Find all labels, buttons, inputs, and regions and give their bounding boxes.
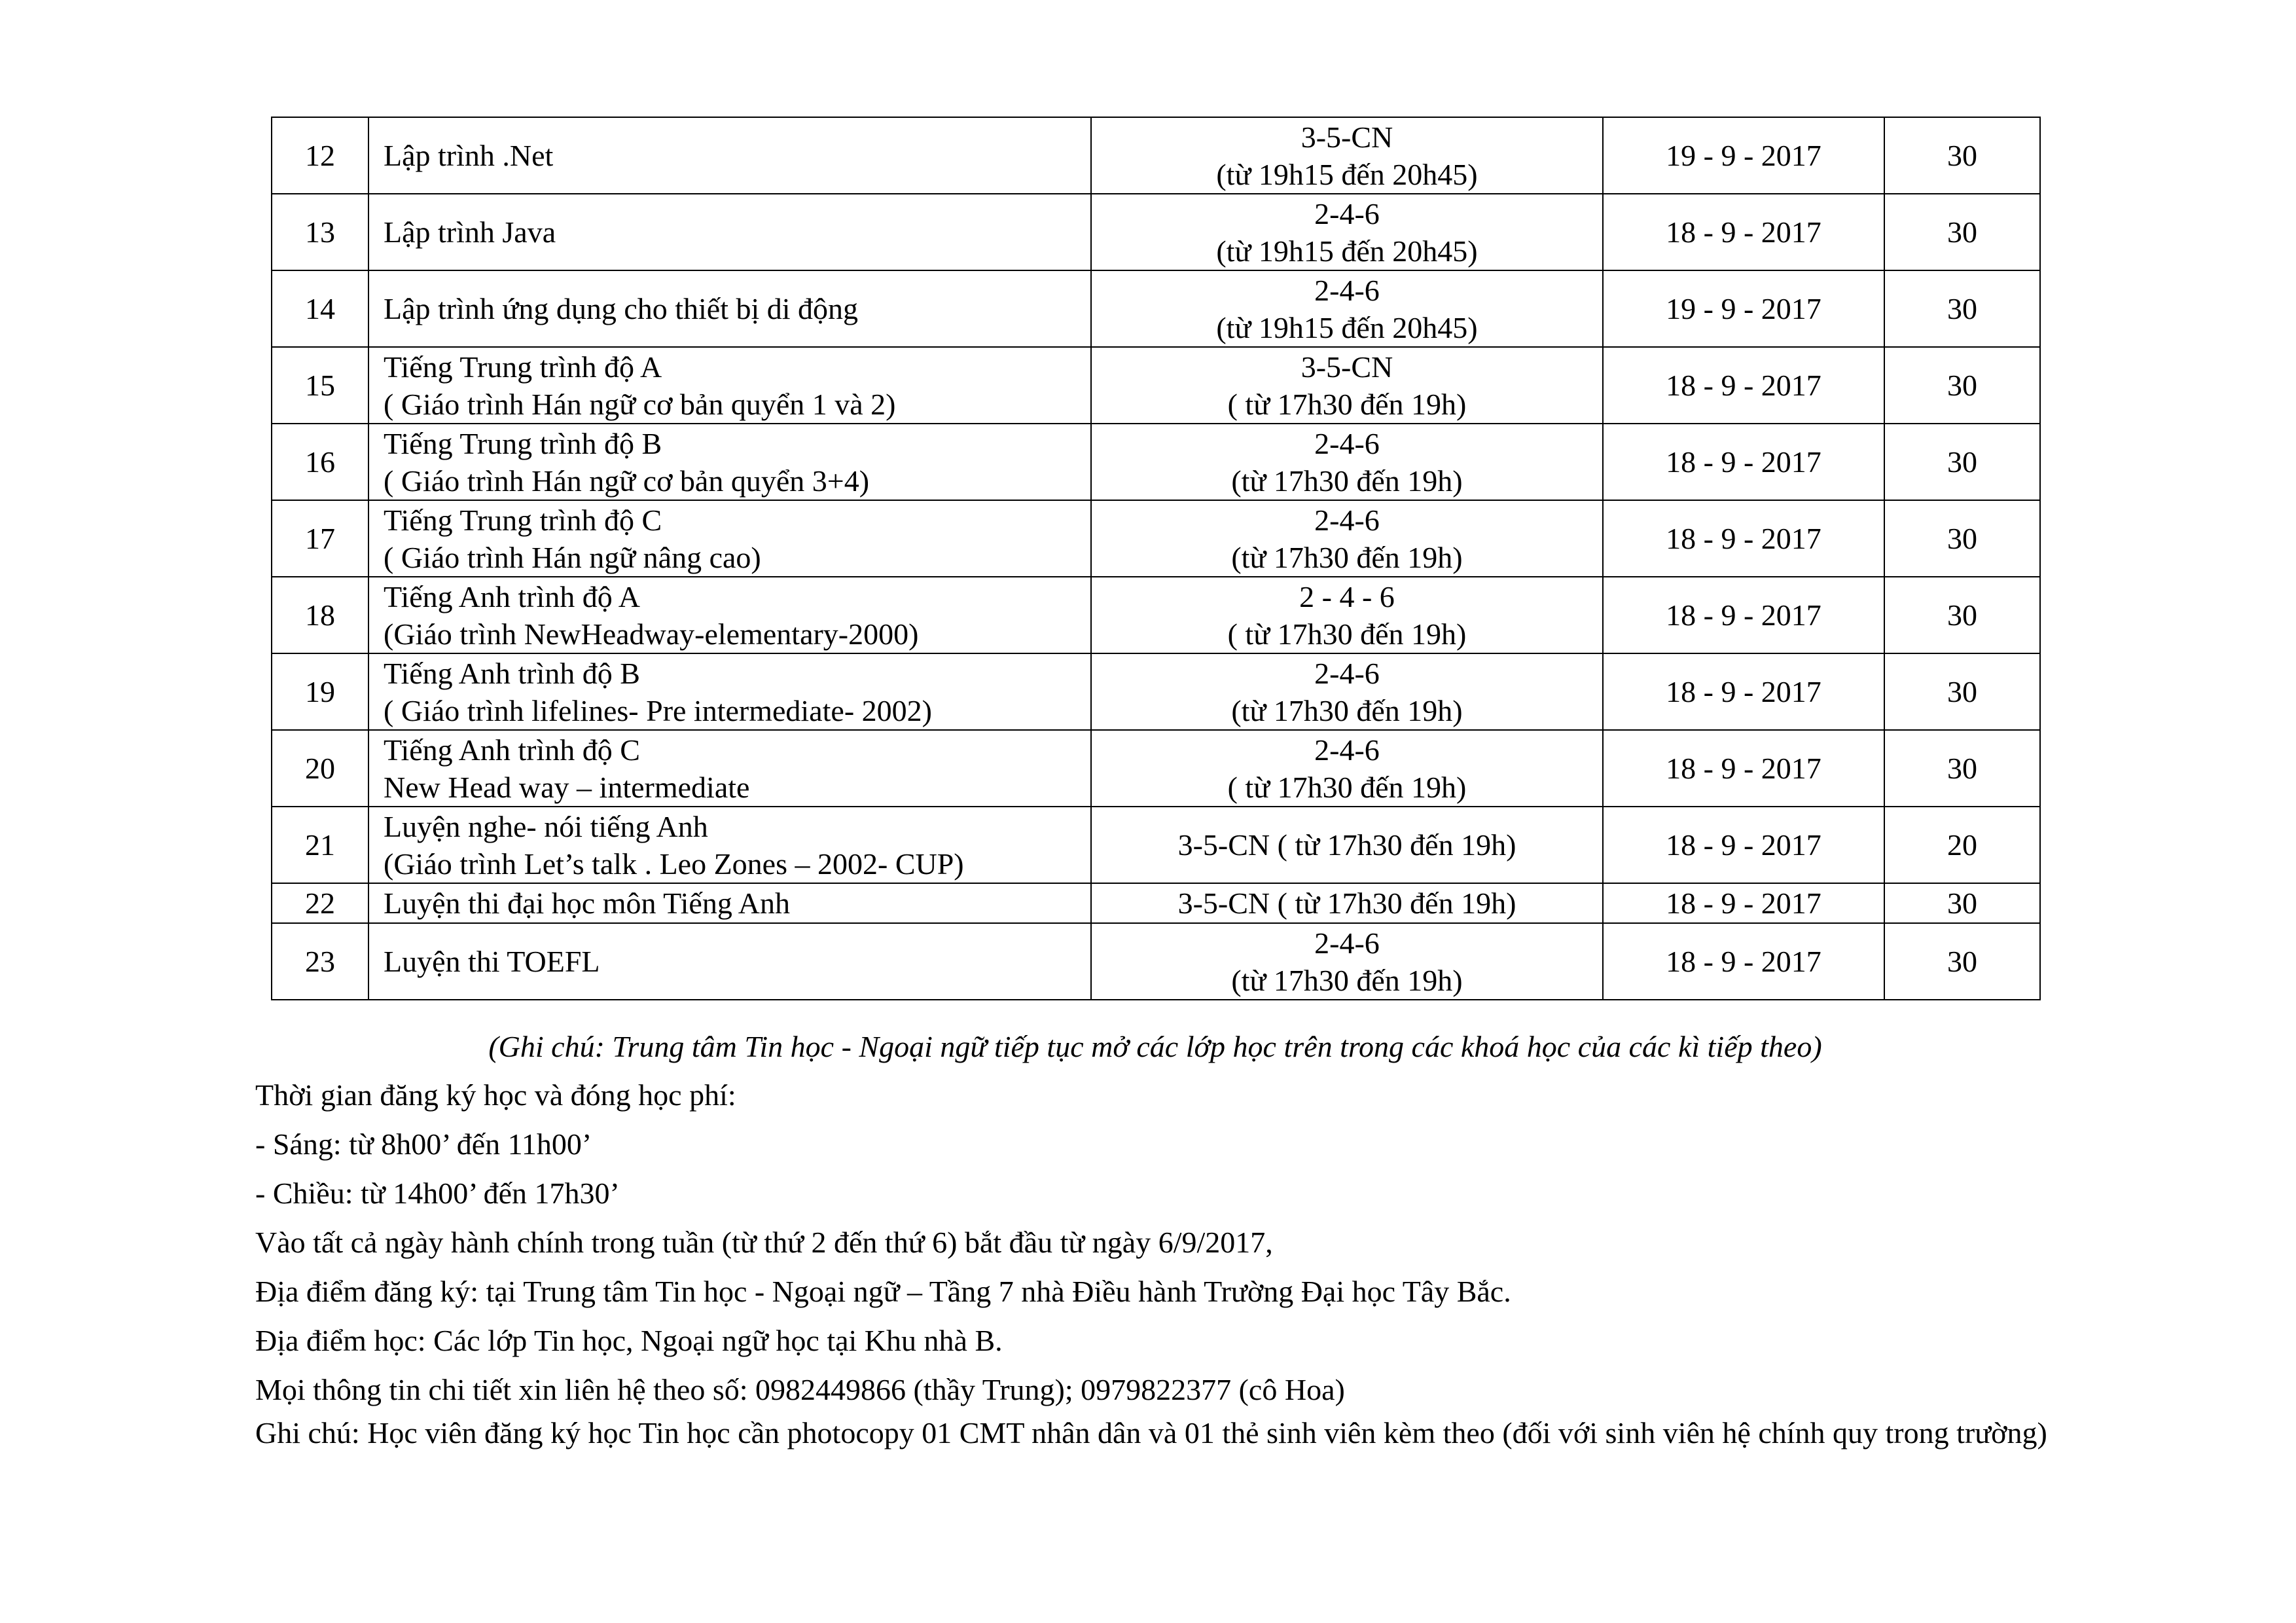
class-size: 30 — [1884, 270, 2040, 347]
class-size: 30 — [1884, 653, 2040, 730]
class-size: 30 — [1884, 347, 2040, 424]
course-name — [368, 500, 1091, 577]
schedule-line: (từ 17h30 đến 19h) — [1231, 693, 1463, 727]
row-number: 15 — [272, 347, 368, 424]
class-size: 30 — [1884, 923, 2040, 1000]
table-row — [272, 270, 2040, 347]
course-name — [368, 270, 1091, 347]
schedule-line: (từ 19h15 đến 20h45) — [1216, 234, 1478, 268]
row-number: 12 — [272, 117, 368, 194]
table-row — [272, 194, 2040, 270]
course-name — [368, 923, 1091, 1000]
course-schedule — [1091, 500, 1603, 577]
row-number: 14 — [272, 270, 368, 347]
afternoon-hours: - Chiều: từ 14h00’ đến 17h30’ — [255, 1176, 620, 1210]
schedule-line: 3-5-CN — [1300, 350, 1393, 384]
class-size: 30 — [1884, 730, 2040, 807]
schedule-line: 2-4-6 — [1314, 503, 1380, 537]
start-date: 18 - 9 - 2017 — [1603, 653, 1884, 730]
schedule-line: 3-5-CN ( từ 17h30 đến 19h) — [1177, 886, 1516, 920]
row-number: 19 — [272, 653, 368, 730]
course-schedule — [1091, 730, 1603, 807]
course-schedule — [1091, 117, 1603, 194]
row-number: 22 — [272, 883, 368, 923]
morning-hours: - Sáng: từ 8h00’ đến 11h00’ — [255, 1127, 592, 1161]
course-name-line: Lập trình ứng dụng cho thiết bị di động — [384, 292, 859, 325]
course-name-line: Tiếng Trung trình độ A — [384, 350, 662, 384]
row-number: 20 — [272, 730, 368, 807]
course-name-line: (Giáo trình NewHeadway-elementary-2000) — [384, 617, 919, 651]
class-size: 30 — [1884, 500, 2040, 577]
class-size: 30 — [1884, 424, 2040, 500]
start-date: 19 - 9 - 2017 — [1603, 117, 1884, 194]
course-name-line: Tiếng Anh trình độ C — [384, 733, 640, 767]
course-name — [368, 653, 1091, 730]
final-note: Ghi chú: Học viên đăng ký học Tin học cần photocopy 01 CMT nhân dân và 01 thẻ sinh viên kèm theo (đối với sinh viên hệ chính quy trong trường) — [255, 1416, 2047, 1450]
schedule-line: 2-4-6 — [1314, 926, 1380, 960]
table-row — [272, 653, 2040, 730]
course-name — [368, 194, 1091, 270]
course-name — [368, 807, 1091, 883]
schedule-line: (từ 19h15 đến 20h45) — [1216, 157, 1478, 191]
registration-time-heading: Thời gian đăng ký học và đóng học phí: — [255, 1078, 736, 1112]
course-schedule — [1091, 270, 1603, 347]
course-name-line: New Head way – intermediate — [384, 770, 750, 804]
start-date: 18 - 9 - 2017 — [1603, 730, 1884, 807]
course-name-line: Tiếng Trung trình độ C — [384, 503, 662, 537]
course-name-line: Tiếng Anh trình độ B — [384, 656, 640, 690]
course-name-line: ( Giáo trình Hán ngữ cơ bản quyển 1 và 2) — [384, 387, 896, 421]
schedule-line: 2-4-6 — [1314, 196, 1380, 230]
table-row — [272, 807, 2040, 883]
course-name-line: Lập trình Java — [384, 215, 556, 249]
table-row — [272, 117, 2040, 194]
course-table-body — [272, 117, 2040, 1000]
table-note: (Ghi chú: Trung tâm Tin học - Ngoại ngữ tiếp tục mở các lớp học trên trong các khoá học của các kì tiếp theo) — [488, 1030, 1822, 1063]
course-schedule — [1091, 923, 1603, 1000]
course-table — [271, 117, 2041, 1000]
table-row — [272, 923, 2040, 1000]
schedule-line: ( từ 17h30 đến 19h) — [1227, 770, 1467, 804]
schedule-line: (từ 19h15 đến 20h45) — [1216, 310, 1478, 344]
start-date: 18 - 9 - 2017 — [1603, 424, 1884, 500]
course-name-line: Luyện thi đại học môn Tiếng Anh — [384, 886, 790, 920]
schedule-line: ( từ 17h30 đến 19h) — [1227, 387, 1467, 421]
course-schedule — [1091, 194, 1603, 270]
course-name — [368, 424, 1091, 500]
course-schedule — [1091, 807, 1603, 883]
course-name — [368, 730, 1091, 807]
course-name-line: ( Giáo trình Hán ngữ nâng cao) — [384, 540, 761, 574]
schedule-line: 2-4-6 — [1314, 426, 1380, 460]
table-row — [272, 883, 2040, 923]
row-number: 13 — [272, 194, 368, 270]
start-date: 18 - 9 - 2017 — [1603, 807, 1884, 883]
row-number: 17 — [272, 500, 368, 577]
start-date: 18 - 9 - 2017 — [1603, 883, 1884, 923]
course-name-line: ( Giáo trình lifelines- Pre intermediate- 2002) — [384, 693, 932, 727]
schedule-line: 2-4-6 — [1314, 656, 1380, 690]
class-size: 30 — [1884, 117, 2040, 194]
table-row — [272, 500, 2040, 577]
row-number: 16 — [272, 424, 368, 500]
table-row — [272, 730, 2040, 807]
table-row — [272, 347, 2040, 424]
class-size: 30 — [1884, 883, 2040, 923]
course-schedule — [1091, 577, 1603, 653]
schedule-line: (từ 17h30 đến 19h) — [1231, 464, 1463, 498]
class-size: 30 — [1884, 194, 2040, 270]
schedule-line: 3-5-CN ( từ 17h30 đến 19h) — [1177, 828, 1516, 862]
course-name — [368, 117, 1091, 194]
course-name-line: Tiếng Trung trình độ B — [384, 426, 662, 460]
start-date: 19 - 9 - 2017 — [1603, 270, 1884, 347]
course-name — [368, 347, 1091, 424]
schedule-line: ( từ 17h30 đến 19h) — [1227, 617, 1467, 651]
row-number: 21 — [272, 807, 368, 883]
study-location: Địa điểm học: Các lớp Tin học, Ngoại ngữ học tại Khu nhà B. — [255, 1324, 1003, 1357]
schedule-line: 2-4-6 — [1314, 273, 1380, 307]
schedule-line: 3-5-CN — [1300, 120, 1393, 154]
registration-days: Vào tất cả ngày hành chính trong tuần (từ thứ 2 đến thứ 6) bắt đầu từ ngày 6/9/2017, — [255, 1226, 1273, 1259]
course-name-line: (Giáo trình Let’s talk . Leo Zones – 2002- CUP) — [384, 847, 964, 881]
class-size: 30 — [1884, 577, 2040, 653]
start-date: 18 - 9 - 2017 — [1603, 194, 1884, 270]
schedule-line: (từ 17h30 đến 19h) — [1231, 540, 1463, 574]
course-name-line: Lập trình .Net — [384, 139, 554, 172]
course-name-line: Tiếng Anh trình độ A — [384, 579, 640, 613]
schedule-line: (từ 17h30 đến 19h) — [1231, 963, 1463, 997]
course-name — [368, 577, 1091, 653]
registration-location: Địa điểm đăng ký: tại Trung tâm Tin học - Ngoại ngữ – Tầng 7 nhà Điều hành Trường Đại học Tây Bắc. — [255, 1275, 1511, 1308]
course-schedule — [1091, 424, 1603, 500]
start-date: 18 - 9 - 2017 — [1603, 500, 1884, 577]
start-date: 18 - 9 - 2017 — [1603, 923, 1884, 1000]
class-size: 20 — [1884, 807, 2040, 883]
course-schedule — [1091, 653, 1603, 730]
start-date: 18 - 9 - 2017 — [1603, 347, 1884, 424]
start-date: 18 - 9 - 2017 — [1603, 577, 1884, 653]
row-number: 23 — [272, 923, 368, 1000]
course-name-line: Luyện thi TOEFL — [384, 945, 600, 978]
schedule-line: 2-4-6 — [1314, 733, 1380, 767]
row-number: 18 — [272, 577, 368, 653]
schedule-line: 2 - 4 - 6 — [1299, 579, 1395, 613]
table-row — [272, 424, 2040, 500]
course-name-line: ( Giáo trình Hán ngữ cơ bản quyển 3+4) — [384, 464, 870, 498]
course-schedule — [1091, 883, 1603, 923]
contact-info: Mọi thông tin chi tiết xin liên hệ theo số: 0982449866 (thầy Trung); 0979822377 (cô Hoa) — [255, 1373, 1345, 1406]
course-name-line: Luyện nghe- nói tiếng Anh — [384, 809, 708, 843]
course-schedule — [1091, 347, 1603, 424]
course-name — [368, 883, 1091, 923]
table-row — [272, 577, 2040, 653]
